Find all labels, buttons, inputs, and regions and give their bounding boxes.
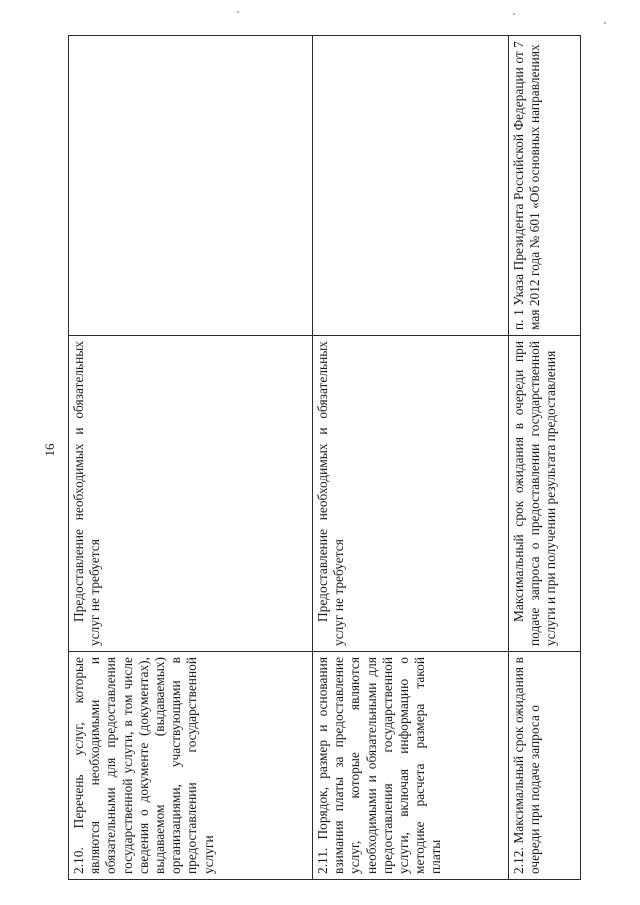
- scan-speck: [513, 13, 515, 15]
- row-description-cell: Максимальный срок ожидания в очереди при подаче запроса о предоставлении государственной услуги и при получении результата предоставления: [509, 336, 581, 652]
- row-basis-cell: [313, 36, 509, 336]
- row-label-cell: 2.11. Порядок, размер и основания взимания платы за предоставление услуг, которые являются необходимыми и обязательными для предоставления государственной услуги, включая информацию о методике расчета размера такой платы: [313, 652, 509, 880]
- row-basis-cell: [69, 36, 313, 336]
- requirements-table: [68, 35, 581, 880]
- row-label-cell: 2.10. Перечень услуг, которые являются необходимыми и обязательными для предоставления государственной услуги, в том числе сведения о документе (документах), выдаваемом (выдаваемых) организациями, участвующими в предоставлении государственной услуги: [69, 652, 313, 880]
- scan-speck: [604, 22, 606, 24]
- table-row: [509, 36, 581, 880]
- row-description-cell: Предоставление необходимых и обязательных услуг не требуется: [69, 336, 313, 652]
- row-basis-cell: п. 1 Указа Президента Российской Федерации от 7 мая 2012 года № 601 «Об основных направлениях: [509, 36, 581, 336]
- table-row: [313, 36, 509, 880]
- table-row: [69, 36, 313, 880]
- scan-speck: [237, 11, 239, 13]
- row-label-cell: 2.12. Максимальный срок ожидания в очереди при подаче запроса о: [509, 652, 581, 880]
- requirements-table-rotated: [68, 36, 580, 880]
- page-number: 16: [42, 443, 57, 457]
- row-description-cell: Предоставление необходимых и обязательных услуг не требуется: [313, 336, 509, 652]
